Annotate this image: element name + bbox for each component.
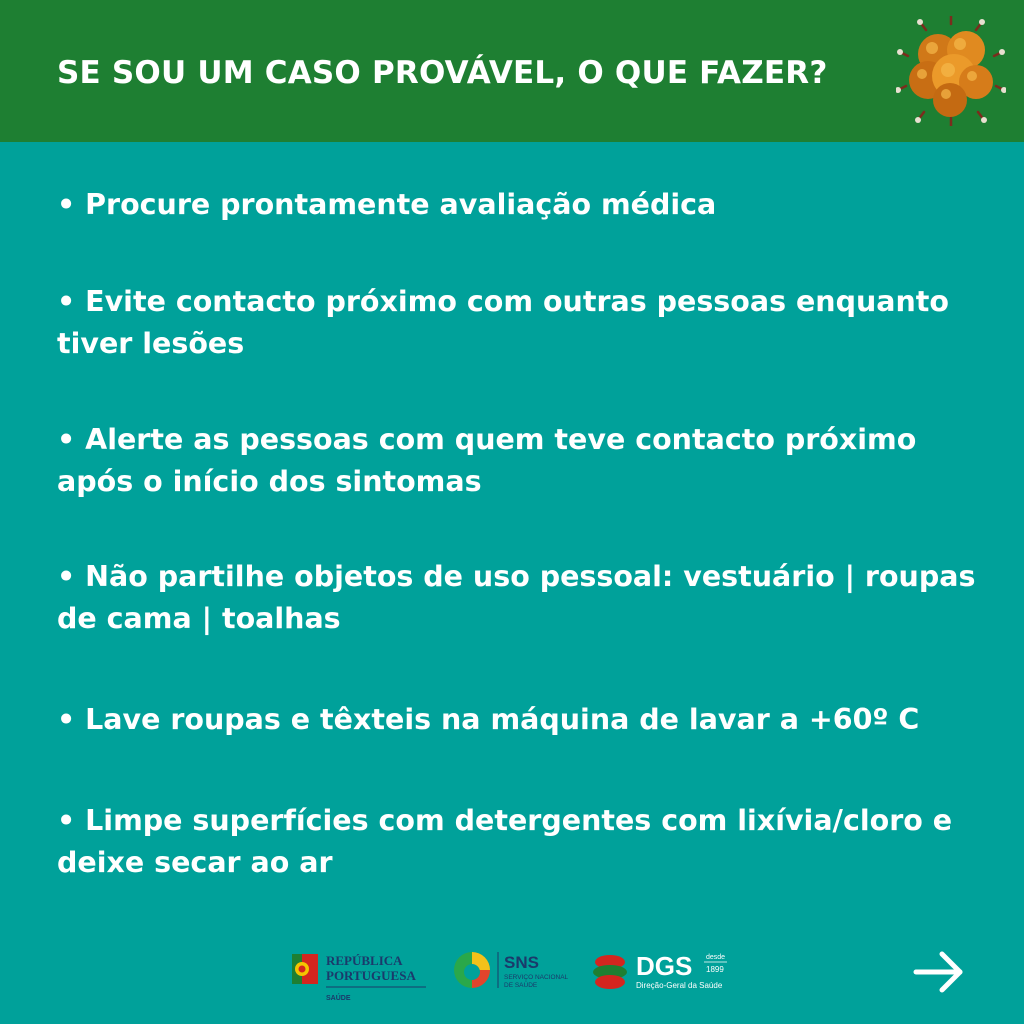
republica-line2: PORTUGUESA [326, 968, 416, 983]
sns-logo [450, 948, 570, 994]
list-item: • Procure prontamente avaliação médica [57, 188, 717, 221]
list-item: • Alerte as pessoas com quem teve contacto próximo após o início dos sintomas [57, 423, 917, 498]
list-item: • Não partilhe objetos de uso pessoal: vestuário | roupas de cama | toalhas [57, 560, 976, 635]
republica-line1: REPÚBLICA [326, 953, 403, 968]
list-item: • Lave roupas e têxteis na máquina de lavar a +60º C [57, 703, 920, 736]
dgs-logo [592, 948, 737, 996]
page-title: SE SOU UM CASO PROVÁVEL, O QUE FAZER? [57, 55, 828, 91]
list-item: • Evite contacto próximo com outras pessoas enquanto tiver lesões [57, 285, 950, 360]
dgs-abbr: DGS [636, 951, 693, 981]
sns-abbr: SNS [504, 953, 539, 972]
virus-icon [896, 16, 1006, 126]
republica-line3: SAÚDE [326, 995, 351, 1002]
sns-line2: DE SAÚDE [504, 982, 538, 989]
republica-portuguesa-logo [292, 948, 432, 1004]
dgs-since-year: 1899 [706, 965, 724, 974]
arrow-right-icon[interactable] [912, 950, 966, 994]
sns-line1: SERVIÇO NACIONAL [504, 974, 569, 981]
header-bar [0, 0, 1024, 142]
list-item: • Limpe superfícies com detergentes com lixívia/cloro e deixe secar ao ar [57, 804, 953, 879]
dgs-full-name: Direção-Geral da Saúde [636, 981, 723, 990]
dgs-since-label: desde [706, 954, 726, 961]
